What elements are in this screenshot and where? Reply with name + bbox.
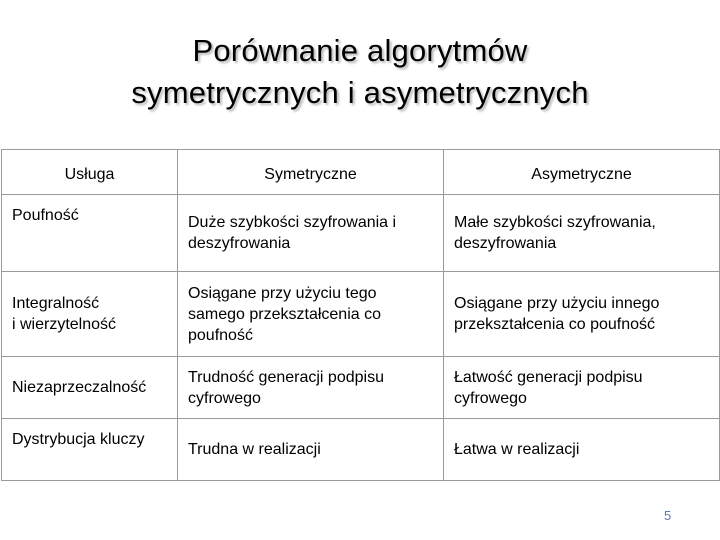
table-header-row: [2, 150, 720, 195]
table-row: [2, 357, 720, 419]
page-number: 5: [664, 508, 672, 523]
service-cell-line-1: Integralność: [12, 295, 100, 312]
slide-title: [0, 30, 720, 114]
symmetric-cell: Duże szybkości szyfrowania i deszyfrowania: [178, 195, 444, 272]
header-symmetric: Symetryczne: [178, 150, 444, 195]
comparison-table: [1, 149, 720, 481]
service-cell: [2, 272, 178, 357]
table-row: [2, 272, 720, 357]
header-asymmetric: Asymetryczne: [444, 150, 720, 195]
symmetric-cell: Trudność generacji podpisu cyfrowego: [178, 357, 444, 419]
slide-title-line-2: symetrycznych i asymetrycznych: [131, 75, 589, 110]
asymmetric-cell: Łatwa w realizacji: [444, 419, 720, 481]
symmetric-cell: Trudna w realizacji: [178, 419, 444, 481]
header-service: Usługa: [2, 150, 178, 195]
table-row: [2, 195, 720, 272]
symmetric-cell: Osiągane przy użyciu tego samego przekształcenia co poufność: [178, 272, 444, 357]
service-cell: Niezaprzeczalność: [2, 357, 178, 419]
slide-title-line-1: Porównanie algorytmów: [192, 33, 528, 68]
service-cell-line-2: i wierzytelność: [12, 316, 117, 333]
table-row: [2, 419, 720, 481]
service-cell: Dystrybucja kluczy: [2, 419, 178, 481]
asymmetric-cell: Małe szybkości szyfrowania, deszyfrowania: [444, 195, 720, 272]
service-cell: Poufność: [2, 195, 178, 272]
asymmetric-cell: Osiągane przy użyciu innego przekształcenia co poufność: [444, 272, 720, 357]
asymmetric-cell: Łatwość generacji podpisu cyfrowego: [444, 357, 720, 419]
